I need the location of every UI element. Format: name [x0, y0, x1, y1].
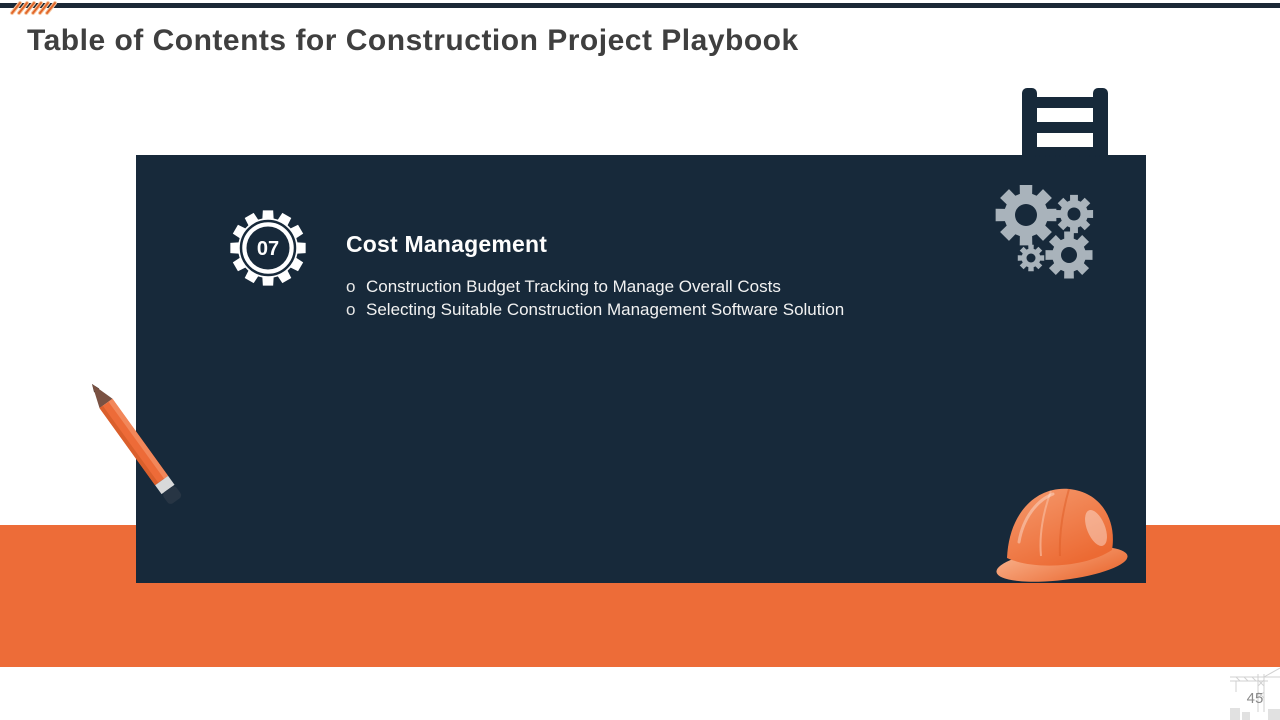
ladder-rung	[1026, 122, 1104, 133]
ladder-icon	[1022, 88, 1108, 158]
coil-decoration-icon	[4, 0, 74, 16]
page-title: Table of Contents for Construction Project Playbook	[27, 24, 799, 57]
list-item-text: Construction Budget Tracking to Manage Overall Costs	[366, 277, 781, 296]
pencil-icon	[76, 376, 196, 518]
list-item-text: Selecting Suitable Construction Management Software Solution	[366, 300, 845, 319]
section-heading: Cost Management	[346, 231, 548, 257]
gears-icon	[988, 185, 1116, 285]
bullet-marker: o	[346, 300, 356, 319]
gear-number-badge-icon	[228, 208, 308, 288]
list-item	[346, 275, 1046, 298]
section-item-list	[346, 275, 1046, 321]
bullet-marker: o	[346, 277, 356, 296]
page-number: 45	[1246, 690, 1264, 707]
list-item	[346, 298, 1046, 321]
section-number: 07	[256, 238, 280, 260]
hard-hat-icon	[993, 476, 1135, 588]
ladder-rung	[1026, 97, 1104, 108]
top-rule	[0, 3, 1280, 8]
